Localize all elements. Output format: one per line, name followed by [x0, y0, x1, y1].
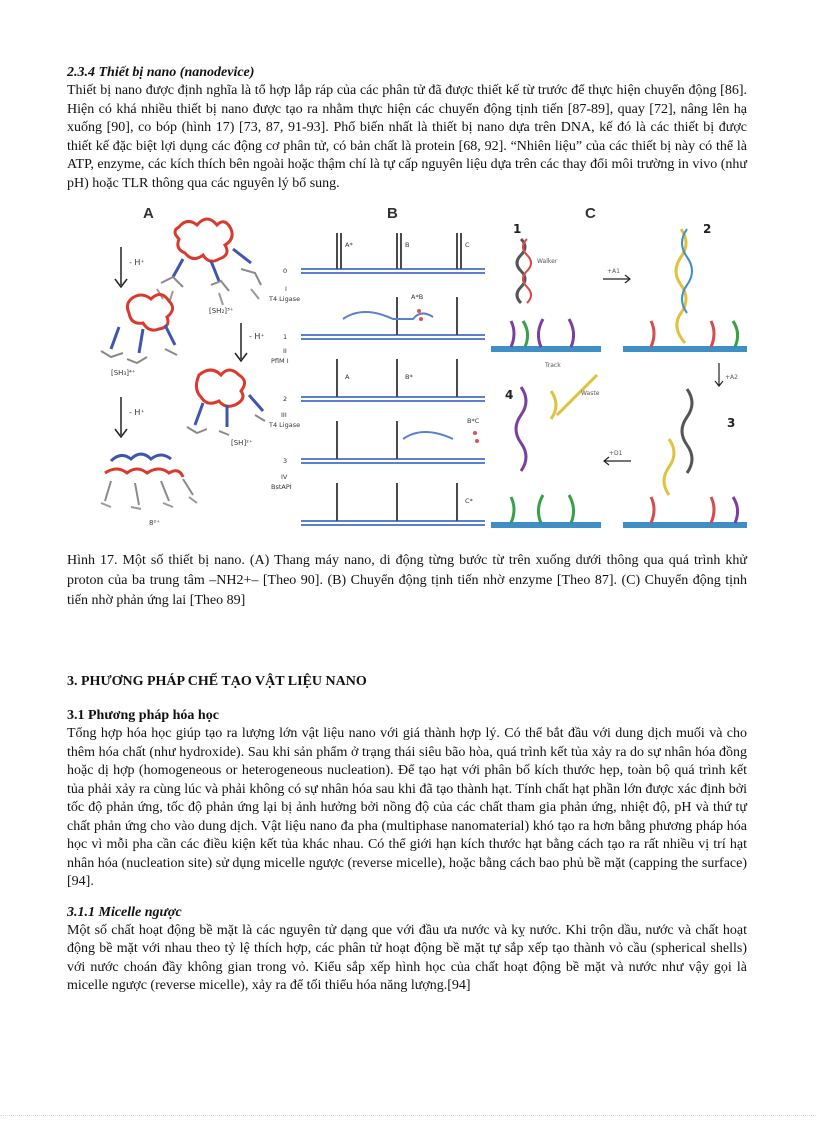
- panel-b-label-bstar: B*: [405, 373, 413, 381]
- panel-b-label-t4-ligase-2: T4 Ligase: [269, 421, 301, 429]
- panel-c-label-1: 1: [513, 222, 522, 236]
- panel-a-label-sh: [SH]²⁺: [231, 439, 253, 447]
- panel-c-label-4: 4: [505, 388, 514, 402]
- figure-panel-b: [267, 199, 489, 541]
- panel-b-label-2: 2: [283, 395, 288, 403]
- section-3-1-heading: 3.1 Phương pháp hóa học: [67, 708, 219, 723]
- figure-panel-c: [491, 199, 747, 541]
- panel-b-label-iv: IV: [281, 473, 288, 481]
- figure-17-caption: Hình 17. Một số thiết bị nano. (A) Thang máy nano, di động từng bước từ trên xuống dưới thông qua quá trình khử proton của ba trung tâm –NH2+– [Theo 90]. (B) Chuyển động tịnh tiến nhờ enzyme [Theo 87]. (C) Chuyển động tịnh tiến nhờ phản ứng lai [Theo 89]: [67, 553, 747, 608]
- panel-b-label-cstar: C*: [465, 497, 473, 505]
- panel-a-label-h2: - H⁺: [249, 332, 265, 341]
- panel-a-structure-right: [187, 370, 265, 435]
- panel-b-label-bstar-c: B*C: [467, 417, 480, 425]
- panel-c-label-3: 3: [727, 416, 736, 430]
- panel-c-label-d1: +D1: [609, 450, 623, 457]
- panel-b-anchors: [337, 233, 461, 521]
- section-2-3-4-heading: 2.3.4 Thiết bị nano (nanodevice): [67, 65, 255, 80]
- panel-a-arrow-1: [115, 247, 127, 287]
- panel-b-label-pflm: PflM I: [271, 357, 289, 365]
- panel-a-arrow-2: [235, 323, 247, 361]
- panel-c-quadrant-1: [491, 239, 601, 349]
- panel-b-label-astar: A*: [345, 241, 353, 249]
- panel-b-label-t4-ligase-1: T4 Ligase: [269, 295, 301, 303]
- section-3-1-1-body: Một số chất hoạt động bề mặt là các nguyên tử dạng que với đầu ưa nước và kỵ nước. Khi trộn dầu, nước và chất hoạt động bề mặt với nhau theo tỷ lệ thích hợp, các phân tử hoạt động bề mặt tự sắp xếp tạo thành vỏ cầu (spherical shells) với nước choán đầy không gian trong vỏ. Kiểu sắp xếp hình học của chất hoạt động bề mặt và nước như vậy gọi là micelle ngược (reverse micelle), xảy ra để tối thiểu hóa năng lượng.[94]: [67, 922, 747, 993]
- panel-b-label-iii: III: [281, 411, 287, 419]
- figure-panel-a: [91, 199, 291, 541]
- panel-a-label-h1: - H⁺: [129, 258, 145, 267]
- panel-c-arrows: [603, 275, 723, 465]
- panel-b-label-0: 0: [283, 267, 288, 275]
- panel-b-label-c: C: [465, 241, 470, 249]
- panel-c-hybridization-walker: [491, 199, 747, 541]
- section-3-1-1-heading: 3.1.1 Micelle ngược: [67, 904, 182, 920]
- panel-b-label-3: 3: [283, 457, 288, 465]
- panel-b-label-astar-b: A*B: [411, 293, 424, 301]
- panel-c-quadrant-2: [623, 229, 747, 349]
- panel-a-label-8: 8²⁺: [149, 519, 160, 527]
- panel-c-label-walker: Walker: [537, 258, 558, 265]
- panel-a-structure-top: [157, 219, 261, 305]
- panel-b-label-i: I: [285, 285, 287, 293]
- panel-b-enzyme-walker: [267, 199, 489, 541]
- panel-c-label-a1: +A1: [607, 268, 620, 275]
- panel-c-quadrant-3: [623, 389, 747, 525]
- panel-a-arrow-3: [115, 397, 127, 437]
- panel-b-label-a: A: [345, 373, 350, 381]
- panel-b-label-b: B: [405, 241, 410, 249]
- panel-a-label-sh2: [SH₂]³⁺: [209, 307, 234, 315]
- panel-c-label-track: Track: [545, 362, 561, 369]
- panel-label-b: B: [387, 205, 398, 222]
- figure-17: [67, 199, 747, 541]
- panel-a-molecular-elevator: [91, 199, 291, 541]
- panel-a-label-h3: - H⁺: [129, 408, 145, 417]
- panel-b-label-bstapi: BstAPI: [271, 483, 292, 491]
- panel-b-label-ii: II: [283, 347, 287, 355]
- panel-c-label-2: 2: [703, 222, 712, 236]
- section-2-3-4-body: Thiết bị nano được định nghĩa là tổ hợp lắp ráp của các phân tử đã được thiết kế từ trước để thực hiện chuyển động [86]. Hiện có khá nhiều thiết bị nano được tạo ra nhằm thực hiện các chuyển động tịnh tiến [87-89], quay [72], nâng lên hạ xuống [90], co bóp (hình 17) [73, 87, 91-93]. Phổ biến nhất là thiết bị nano dựa trên DNA, kế đó là các thiết bị được thiết kế đặc biệt lợi dụng các động cơ phân tử, có bản chất là protein [68, 92]. “Nhiên liệu” của các thiết bị này có thể là ATP, enzyme, các kích thích bên ngoài hoặc thậm chí là tự cấp nguyên liệu dựa trên các thay đổi môi trường in vivo (như pH) hoặc TLR thông qua các nguyên lý bổ sung.: [67, 83, 747, 191]
- panel-c-label-waste: Waste: [581, 390, 600, 397]
- panel-label-a: A: [143, 205, 154, 222]
- panel-a-structure-bottom: [101, 454, 197, 509]
- panel-a-structure-left: [101, 294, 177, 363]
- section-3-1-body: Tổng hợp hóa học giúp tạo ra lượng lớn vật liệu nano với giá thành hợp lý. Có thể bắt đầu với dung dịch muối và cho thêm hóa chất (như hydroxide). Sau khi sản phẩm ở trạng thái siêu bão hòa, quá trình kết tủa xảy ra do sự nhân hóa đồng hoặc dị hợp (homogeneous or heterogeneous nucleation). Để tạo hạt với phân bố kích thước hẹp, toàn bộ quá trình kết tủa phải xảy ra cùng lúc và phải không có sự nhân hóa sau khi đã tạo thành hạt. Tính chất hạt phần lớn được xác định bởi tốc độ phản ứng, tốc độ phản ứng lại bị ảnh hưởng bởi nồng độ của các chất tham gia phản ứng, nhiệt độ, pH và thứ tự chất phản ứng cho vào dung dịch. Vật liệu nano đa pha (multiphase nanomaterial) khó tạo ra hơn bằng phương pháp hóa học vì mỗi pha cần các điều kiện kết tủa khác nhau. Có thể giới hạn kích thước hạt bằng cách tạo ra rất nhiều vị trí hạt nhân hóa (nucleation site) sử dụng micelle ngược (reverse micelle), hoặc bằng cách bao phủ bề mặt (capping the surface) [94].: [67, 726, 747, 889]
- page-bottom-divider: [0, 1115, 816, 1117]
- panel-a-label-sh3: [SH₃]⁴⁺: [111, 369, 136, 377]
- document-page: [67, 64, 747, 996]
- panel-c-label-a2: +A2: [725, 374, 738, 381]
- section-3-heading: 3. PHƯƠNG PHÁP CHẾ TẠO VẬT LIỆU NANO: [67, 674, 367, 689]
- panel-b-label-1: 1: [283, 333, 288, 341]
- panel-label-c: C: [585, 205, 596, 222]
